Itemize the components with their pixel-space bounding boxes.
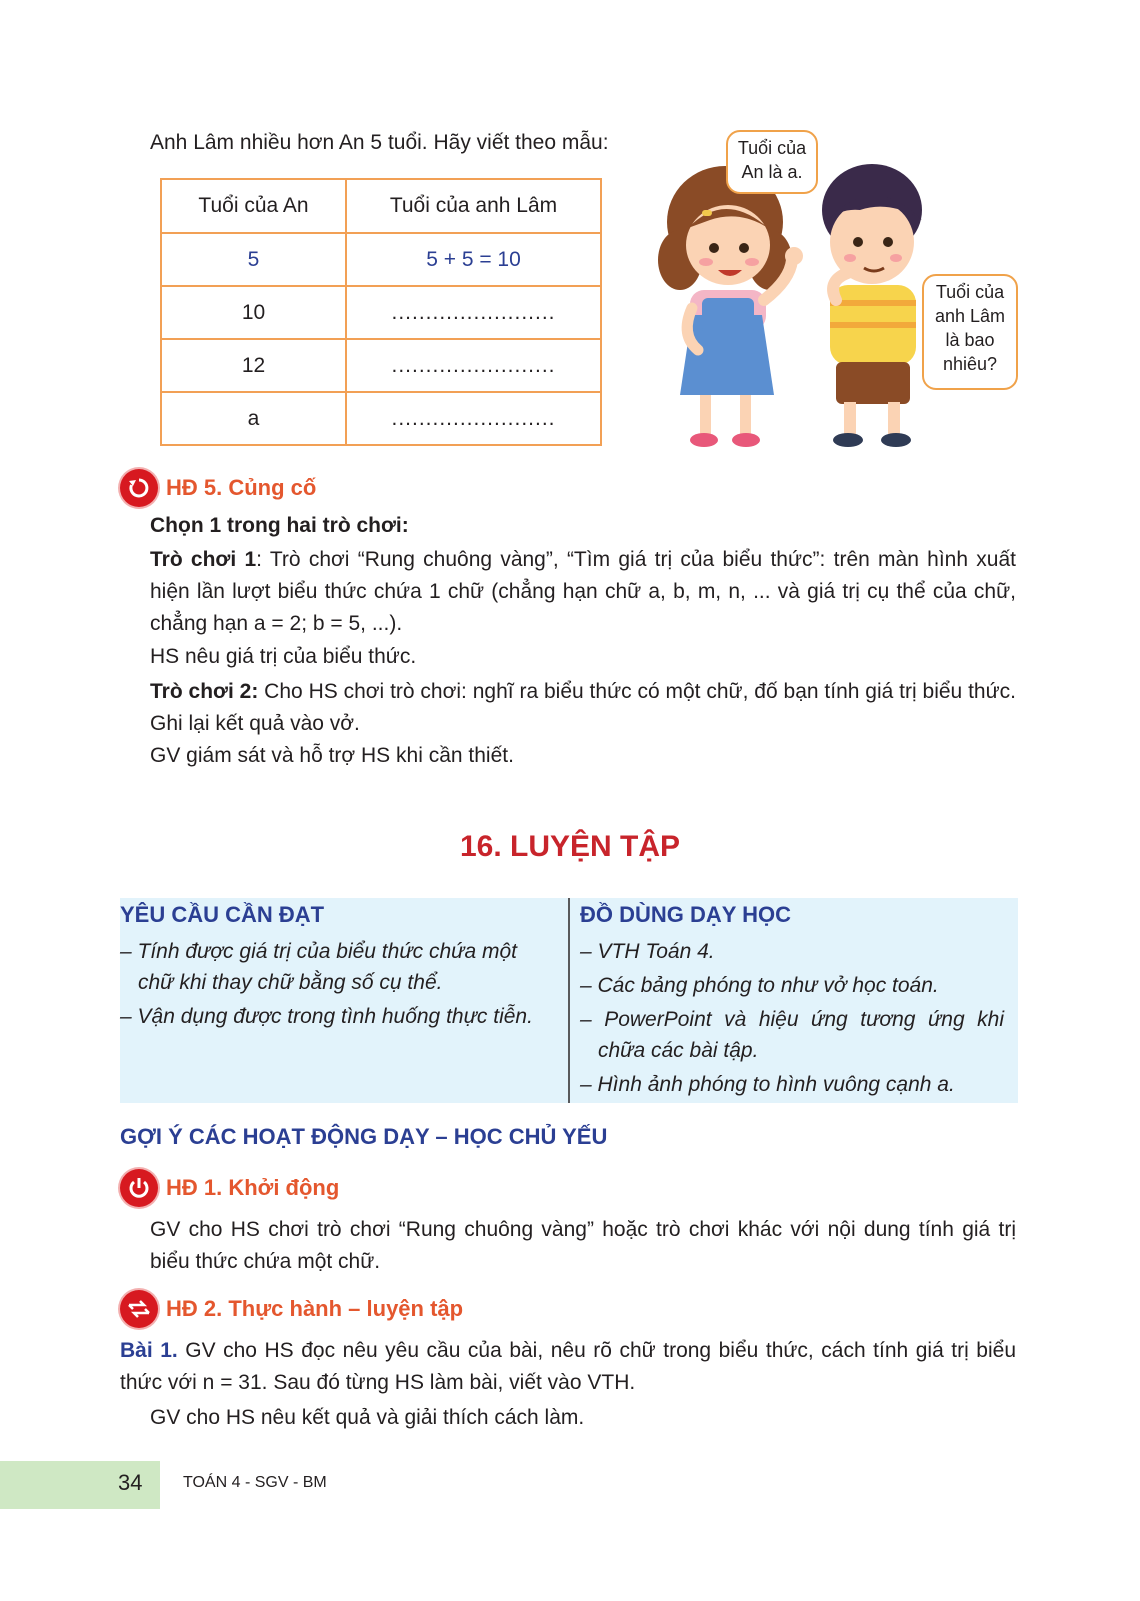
bai1-label: Bài 1. [120,1339,178,1362]
hd2-result-line: GV cho HS nêu kết quả và giải thích cách làm. [150,1406,585,1429]
materials-title: ĐỒ DÙNG DẠY HỌC [580,902,792,927]
header-an-age: Tuổi của An [161,179,346,233]
an-age-cell: 10 [161,286,346,339]
material-item: – Hình ảnh phóng to hình vuông cạnh a. [580,1073,955,1096]
requirement-item-cont: chữ khi thay chữ bằng số cụ thể. [138,971,443,994]
bubble-text-line: anh Lâm [934,306,1006,326]
table-header-row [161,179,601,233]
hd5-gv-line: GV giám sát và hỗ trợ HS khi cần thiết. [150,744,514,767]
material-item: – Các bảng phóng to như vở học toán. [580,974,939,997]
hd1-heading [120,1169,339,1207]
hd5-choose: Chọn 1 trong hai trò chơi: [150,514,409,537]
book-title: TOÁN 4 - SGV - BM [183,1474,327,1491]
game2-text: Cho HS chơi trò chơi: nghĩ ra biểu thức có một chữ, đố bạn tính giá trị biểu thức. Ghi lại kết quả vào vở. [150,680,1016,735]
requirements-divider [568,898,570,1103]
game1-label: Trò chơi 1 [150,548,257,571]
hd1-text: GV cho HS chơi trò chơi “Rung chuông vàng” hoặc trò chơi khác với nội dung tính giá trị biểu thức chứa một chữ. [150,1218,1016,1273]
bubble-text-line: Tuổi của [737,138,807,158]
bubble-text-line: Tuổi của [935,282,1005,302]
age-table [160,178,602,446]
hd5-title: HĐ 5. Củng cố [166,475,317,500]
section-title: 16. LUYỆN TẬP [459,830,681,863]
girl-speech-bubble [726,130,818,194]
bai1-text: GV cho HS đọc nêu yêu cầu của bài, nêu rõ chữ trong biểu thức, cách tính giá trị biểu thức với n = 31. Sau đó từng HS làm bài, viết vào VTH. [120,1339,1017,1394]
header-lam-age: Tuổi của anh Lâm [346,179,601,233]
table-row [161,392,601,445]
table-row [161,233,601,286]
hd5-game2 [150,676,1016,740]
bubble-text-line: là bao [945,330,995,350]
hd2-title: HĐ 2. Thực hành – luyện tập [166,1296,464,1321]
an-age-cell: 5 [161,233,346,286]
hd5-hs-line: HS nêu giá trị của biểu thức. [150,645,417,668]
bubble-text-line: nhiêu? [942,354,998,374]
game2-label: Trò chơi 2: [150,680,259,703]
requirements-title: YÊU CẦU CẦN ĐẠT [120,902,325,927]
girl-figure [658,166,803,447]
lam-age-cell: 5 + 5 = 10 [346,233,601,286]
power-icon [120,1169,158,1207]
material-item-cont: chữa các bài tập. [598,1039,759,1062]
swap-arrows-icon [120,1290,158,1328]
lam-age-cell: ........................ [346,286,601,339]
page-number: 34 [118,1470,143,1495]
table-row [161,339,601,392]
table-row [161,286,601,339]
exercise-intro: Anh Lâm nhiều hơn An 5 tuổi. Hãy viết theo mẫu: [150,131,609,154]
material-item: – PowerPoint và hiệu ứng tương ứng khi [580,1008,1004,1031]
boy-figure [822,164,922,447]
refresh-icon [120,469,158,507]
activities-title: GỢI Ý CÁC HOẠT ĐỘNG DẠY – HỌC CHỦ YẾU [120,1124,608,1149]
boy-speech-bubble [922,274,1018,390]
an-age-cell: 12 [161,339,346,392]
hd5-heading [120,469,316,507]
hd1-title: HĐ 1. Khởi động [166,1175,340,1200]
an-age-cell: a [161,392,346,445]
requirement-item: – Tính được giá trị của biểu thức chứa một [120,940,517,963]
bai1-paragraph [120,1335,1016,1399]
lam-age-cell: ........................ [346,392,601,445]
children-illustration [640,150,940,460]
requirement-item: – Vận dụng được trong tình huống thực tiễn. [120,1005,533,1028]
material-item: – VTH Toán 4. [580,940,715,963]
hd5-game1 [150,544,1016,640]
hd2-heading [120,1290,463,1328]
game1-text: : Trò chơi “Rung chuông vàng”, “Tìm giá trị của biểu thức”: trên màn hình xuất hiện lần lượt biểu thức chứa 1 chữ (chẳng hạn chữ a, b, m, n, ... và giá trị cụ thể của chữ, chẳng hạn a = 2; b = 5, ...). [150,548,1016,635]
lam-age-cell: ........................ [346,339,601,392]
bubble-text-line: An là a. [741,162,803,182]
